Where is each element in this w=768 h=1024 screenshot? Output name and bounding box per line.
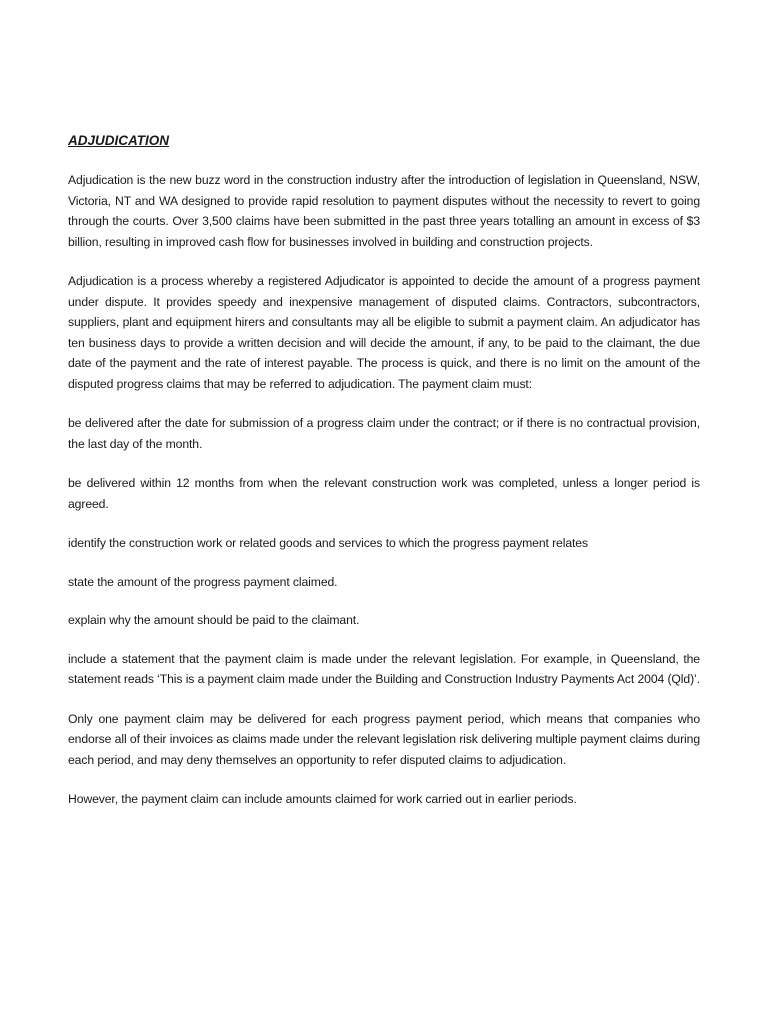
document-title: ADJUDICATION: [68, 133, 169, 148]
paragraph-one-claim: Only one payment claim may be delivered for each progress payment period, which means that companies who endorse all of their invoices as claims made under the relevant legislation risk delivering multiple payment claims during each period, and may deny themselves an opportunity to refer disputed claims to adjudication.: [68, 711, 700, 767]
requirement-explain-why: explain why the amount should be paid to the claimant.: [68, 613, 360, 627]
requirement-statement: include a statement that the payment claim is made under the relevant legislation. For example, in Queensland, the statement reads ‘This is a payment claim made under the Building and Construction Industry Payments Act 2004 (Qld)’.: [68, 651, 700, 686]
requirement-identify-work: identify the construction work or related goods and services to which the progress payment relates: [68, 536, 588, 550]
requirement-state-amount: state the amount of the progress payment claimed.: [68, 574, 338, 589]
requirement-delivery-date: be delivered after the date for submission of a progress claim under the contract; or if there is no contractual provision, the last day of the month.: [68, 416, 700, 451]
document-page: [68, 131, 700, 829]
paragraph-process: Adjudication is a process whereby a registered Adjudicator is appointed to decide the amount of a progress payment under dispute. It provides speedy and inexpensive management of disputed claims. Contractors, subcontractors, suppliers, plant and equipment hirers and consultants may all be eligible to submit a payment claim. An adjudicator has ten business days to provide a written decision and will decide the amount, if any, to be paid to the claimant, the due date of the payment and the rate of interest payable. The process is quick, and there is no limit on the amount of the disputed progress claims that may be referred to adjudication. The payment claim must:: [68, 274, 700, 391]
requirement-12-months: be delivered within 12 months from when the relevant construction work was completed, unless a longer period is agreed.: [68, 476, 700, 511]
paragraph-intro: Adjudication is the new buzz word in the construction industry after the introduction of legislation in Queensland, NSW, Victoria, NT and WA designed to provide rapid resolution to payment disputes without the necessity to revert to going through the courts. Over 3,500 claims have been submitted in the past three years totalling an amount in excess of $3 billion, resulting in improved cash flow for businesses involved in building and construction projects.: [68, 173, 700, 249]
paragraph-earlier-periods: However, the payment claim can include amounts claimed for work carried out in earlier periods.: [68, 792, 577, 806]
